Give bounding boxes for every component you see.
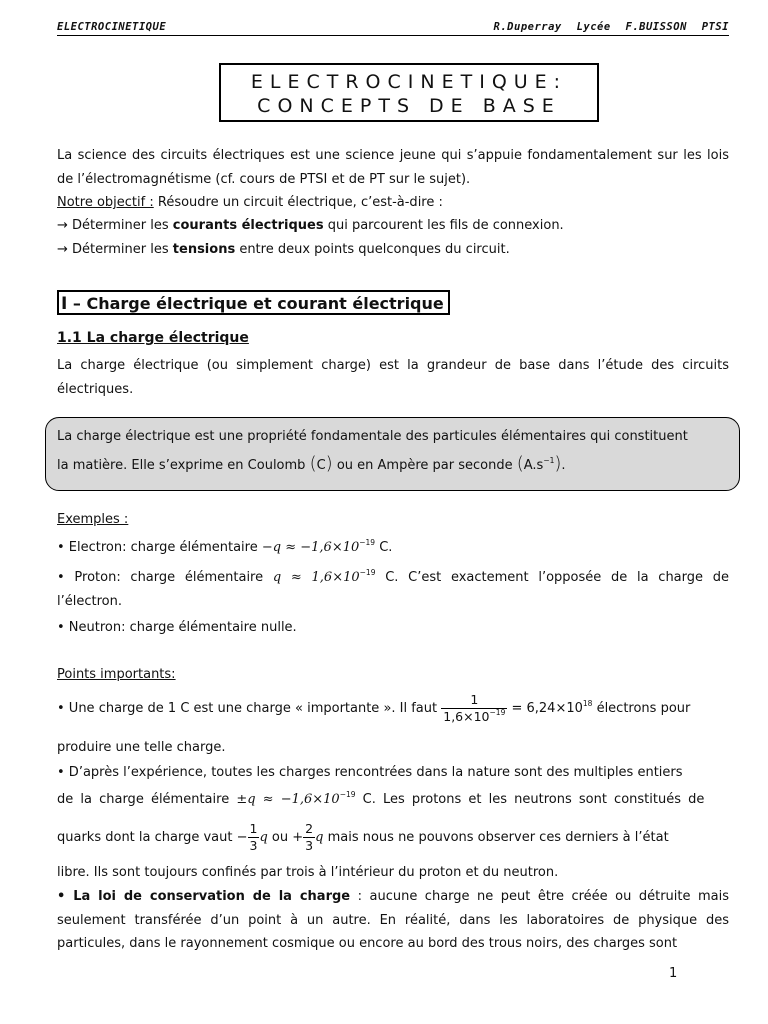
example-electron bbox=[57, 536, 729, 560]
page-header bbox=[57, 21, 729, 36]
elementary-exp: −19 bbox=[339, 790, 356, 799]
bullet-icon: • bbox=[57, 570, 65, 585]
objective-bullet-2 bbox=[57, 238, 729, 262]
elementary-unit: C bbox=[355, 792, 372, 807]
point-1-post: électrons pour bbox=[592, 701, 691, 716]
conservation-law-text: : aucune charge ne peut être créée ou détruite mais seulement transférée d’un point à un autre. En réalité, dans les laboratoires de physique des particules, dans le rayonnement cosmique ou encore au bord des trous noirs, des charges sont bbox=[57, 889, 729, 951]
bullet-icon: • bbox=[57, 701, 65, 716]
proton-unit: C bbox=[375, 570, 395, 585]
bullet-2-bold: tensions bbox=[172, 242, 236, 257]
intro-paragraph: La science des circuits électriques est une science jeune qui s’appuie fondamentalement sur les lois de l’électromagnétisme (cf. cours de PTSI et de PT sur le sujet). bbox=[57, 148, 729, 187]
point-2-pre: de la charge élémentaire bbox=[57, 792, 237, 807]
proton-text: Proton: charge élémentaire bbox=[64, 570, 273, 585]
neutron-text: Neutron: charge élémentaire nulle. bbox=[64, 620, 297, 635]
point-2-text: D’après l’expérience, toutes les charges rencontrées dans la nature sont des multiples entiers bbox=[64, 765, 683, 780]
objective-bullet-1 bbox=[57, 214, 729, 238]
section-heading-box bbox=[57, 290, 450, 315]
electron-end: . bbox=[388, 540, 393, 555]
charge-definition: La charge électrique (ou simplement charge) est la grandeur de base dans l’étude des circuits électriques. bbox=[57, 358, 729, 397]
electron-charge-math: −q ≈ −1,6×10 bbox=[261, 540, 360, 555]
title-line-2: CONCEPTS DE BASE bbox=[257, 95, 561, 117]
example-neutron bbox=[57, 616, 729, 640]
subsection-heading: 1.1 La charge électrique bbox=[57, 330, 249, 346]
bullet-1-pre: Déterminer les bbox=[72, 218, 173, 233]
fraction-denominator: 1,6×10 bbox=[443, 709, 490, 724]
bullet-1-post: qui parcourent les fils de connexion. bbox=[323, 218, 564, 233]
quark-ou: ou bbox=[267, 830, 293, 845]
electron-exp: −19 bbox=[359, 538, 376, 547]
definition-box-line-1: La charge électrique est une propriété fondamentale des particules élémentaires qui constituent bbox=[57, 429, 688, 444]
unit-exponent: −1 bbox=[543, 456, 555, 465]
header-right: R.Duperray Lycée F.BUISSON PTSI bbox=[493, 21, 729, 33]
point-1-line-2: produire une telle charge. bbox=[57, 740, 226, 755]
page-number: 1 bbox=[669, 966, 678, 981]
objective-text: Résoudre un circuit électrique, c’est-à-dire : bbox=[153, 195, 443, 210]
examples-label: Exemples : bbox=[57, 512, 129, 527]
electron-count-exp: 18 bbox=[582, 699, 593, 708]
document-title-box bbox=[219, 63, 599, 122]
quark-fraction-2 bbox=[303, 821, 315, 854]
header-left: ELECTROCINETIQUE bbox=[57, 21, 167, 33]
point-1-line-1 bbox=[57, 690, 729, 728]
quark-q-1: q bbox=[259, 830, 268, 845]
quark-post: mais nous ne pouvons observer ces derniers à l’état bbox=[323, 830, 669, 845]
proton-post: . C’est exactement l’opposée de la charge de l’électron. bbox=[57, 570, 729, 609]
unit-ampere-second: A.s bbox=[523, 458, 544, 473]
objective-label: Notre objectif : bbox=[57, 195, 154, 210]
arrow-icon: → bbox=[57, 242, 68, 257]
proton-exp: −19 bbox=[359, 568, 376, 577]
electron-count-fraction bbox=[441, 692, 507, 725]
quark-sign-2: + bbox=[292, 830, 304, 845]
bullet-1-bold: courants électriques bbox=[172, 218, 324, 233]
bullet-icon: • bbox=[57, 765, 65, 780]
quark-q-2: q bbox=[315, 830, 324, 845]
electron-unit: C bbox=[375, 540, 389, 555]
conservation-law-title: La loi de conservation de la charge bbox=[65, 889, 351, 904]
quark-sign-1: − bbox=[236, 830, 248, 845]
fraction-den-exp: −19 bbox=[489, 708, 506, 717]
box-text-a: la matière. Elle s’exprime en Coulomb bbox=[57, 458, 310, 473]
title-line-1: ELECTROCINETIQUE: bbox=[250, 71, 568, 93]
point-3-conservation bbox=[57, 885, 729, 956]
quark-num-2: 2 bbox=[305, 821, 314, 836]
example-proton bbox=[57, 566, 729, 613]
definition-box-line-2: la matière. Elle s’exprime en Coulomb (C) ou en Ampère par seconde $(A.s^{-1})$. bbox=[57, 453, 566, 474]
point-1-pre: Une charge de 1 C est une charge « importante ». Il faut bbox=[64, 701, 442, 716]
quark-den-1: 3 bbox=[249, 838, 258, 853]
quark-fraction-1 bbox=[248, 821, 260, 854]
point-2-post: . Les protons et les neutrons sont constitués de bbox=[371, 792, 705, 807]
electron-count-value: = 6,24×10 bbox=[507, 701, 583, 716]
point-2-line-1 bbox=[57, 761, 729, 785]
objective-line bbox=[57, 191, 729, 215]
arrow-icon: → bbox=[57, 218, 68, 233]
point-2-line-4: libre. Ils sont toujours confinés par trois à l’intérieur du proton et du neutron. bbox=[57, 865, 559, 880]
bullet-icon: • bbox=[57, 889, 66, 904]
elementary-charge-math: ±q ≈ −1,6×10 bbox=[236, 792, 340, 807]
section-number: I bbox=[61, 294, 68, 314]
fraction-numerator: 1 bbox=[441, 692, 507, 709]
quark-text: quarks dont la charge vaut bbox=[57, 830, 237, 845]
unit-coulomb: C bbox=[316, 458, 326, 473]
bullet-icon: • bbox=[57, 620, 65, 635]
section-title: – Charge électrique et courant électrique bbox=[67, 294, 444, 313]
quark-num-1: 1 bbox=[249, 821, 258, 836]
box-text-b: ou en Ampère par seconde bbox=[332, 458, 517, 473]
bullet-2-pre: Déterminer les bbox=[72, 242, 173, 257]
point-2-line-2 bbox=[57, 788, 729, 812]
point-2-line-3 bbox=[57, 818, 729, 858]
quark-den-2: 3 bbox=[305, 838, 314, 853]
proton-charge-math: q ≈ 1,6×10 bbox=[272, 570, 360, 585]
bullet-icon: • bbox=[57, 540, 65, 555]
points-label: Points importants: bbox=[57, 667, 176, 682]
bullet-2-post: entre deux points quelconques du circuit. bbox=[235, 242, 510, 257]
electron-text: Electron: charge élémentaire bbox=[64, 540, 262, 555]
box-text-end: . bbox=[561, 458, 566, 473]
